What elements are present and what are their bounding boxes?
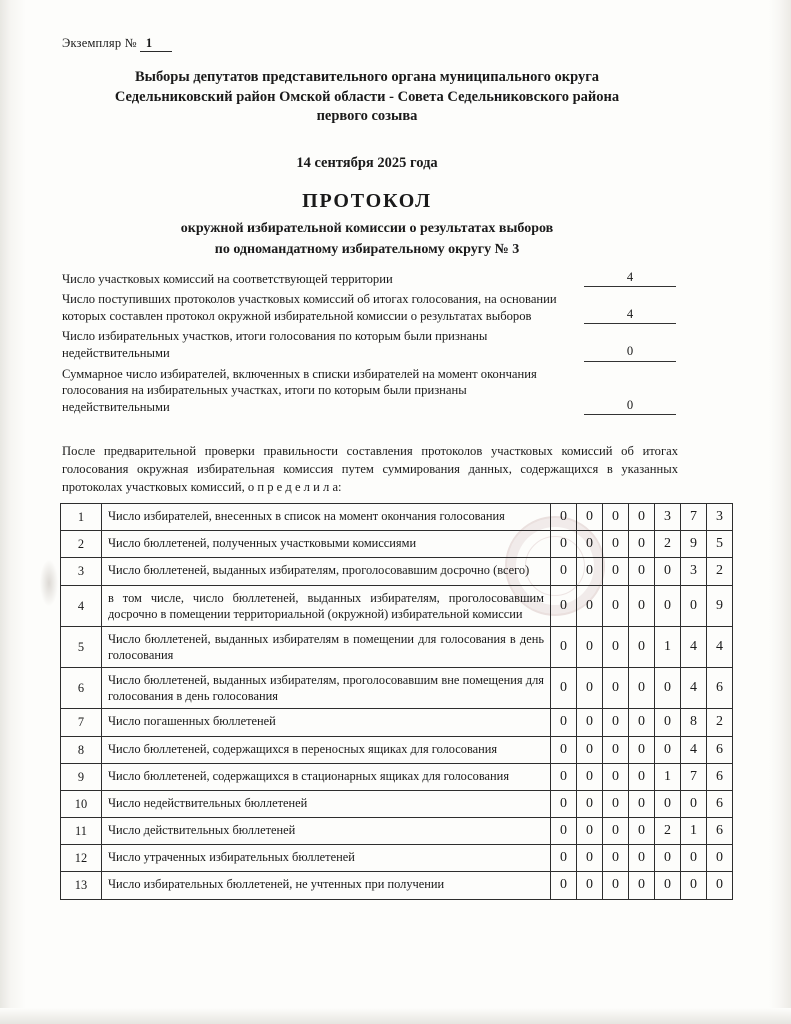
row-digit: 0 (681, 790, 707, 817)
row-number: 4 (61, 585, 102, 626)
row-digit: 0 (551, 531, 577, 558)
row-digit: 0 (603, 626, 629, 667)
row-digit: 2 (655, 818, 681, 845)
copy-label: Экземпляр № (62, 36, 137, 50)
preliminary-row (62, 328, 676, 361)
row-number: 3 (61, 558, 102, 585)
row-digit: 2 (655, 531, 681, 558)
election-date: 14 сентября 2025 года (296, 155, 438, 171)
row-label: Число избирательных бюллетеней, не учтенных при получении (102, 872, 551, 899)
row-number: 8 (61, 736, 102, 763)
title-line-1: Выборы депутатов представительного органа муниципального округа (134, 69, 600, 85)
row-number: 11 (61, 818, 102, 845)
row-digit: 0 (629, 531, 655, 558)
row-digit: 3 (707, 504, 733, 531)
row-digit: 0 (629, 845, 655, 872)
row-digit: 0 (551, 790, 577, 817)
row-digit: 9 (681, 531, 707, 558)
title-line-3: первого созыва (316, 108, 418, 125)
row-digit: 0 (629, 626, 655, 667)
scan-smudge (40, 560, 58, 606)
row-digit: 0 (603, 736, 629, 763)
row-digit: 5 (707, 531, 733, 558)
row-digit: 0 (551, 626, 577, 667)
row-number: 7 (61, 709, 102, 736)
row-digit: 0 (551, 845, 577, 872)
preliminary-row (62, 366, 676, 416)
row-digit: 4 (681, 626, 707, 667)
table-row (61, 790, 733, 817)
row-digit: 0 (551, 818, 577, 845)
row-number: 13 (61, 872, 102, 899)
summary-paragraph: После предварительной проверки правильности составления протоколов участковых комиссий об итогах голосования окружная избирательная комиссия путем суммирования данных, содержащихся в указанных протоколах участковых комиссий, о п р е д е л и л а: (62, 444, 678, 494)
row-digit: 0 (629, 558, 655, 585)
row-digit: 0 (603, 818, 629, 845)
row-digit: 0 (629, 585, 655, 626)
row-digit: 0 (655, 558, 681, 585)
row-digit: 0 (551, 763, 577, 790)
row-digit: 7 (681, 763, 707, 790)
row-label: Число избирателей, внесенных в список на момент окончания голосования (102, 504, 551, 531)
copy-number-line (62, 36, 172, 52)
row-label: Число бюллетеней, содержащихся в переносных ящиках для голосования (102, 736, 551, 763)
row-digit: 0 (655, 736, 681, 763)
row-digit: 0 (655, 585, 681, 626)
row-digit: 0 (681, 585, 707, 626)
row-digit: 0 (629, 709, 655, 736)
row-digit: 0 (629, 668, 655, 709)
row-digit: 0 (603, 790, 629, 817)
row-number: 6 (61, 668, 102, 709)
table-row (61, 736, 733, 763)
row-digit: 0 (603, 709, 629, 736)
row-digit: 4 (681, 668, 707, 709)
row-digit: 8 (681, 709, 707, 736)
preliminary-row-label: Число поступивших протоколов участковых комиссий об итогах голосования, на основании которых составлен протокол окружной избирательной комиссии о результатах выборов (62, 292, 557, 323)
row-digit: 0 (603, 504, 629, 531)
row-digit: 0 (655, 872, 681, 899)
row-digit: 0 (551, 668, 577, 709)
row-label: Число погашенных бюллетеней (102, 709, 551, 736)
row-digit: 7 (681, 504, 707, 531)
row-digit: 1 (681, 818, 707, 845)
row-digit: 0 (577, 790, 603, 817)
protocol-heading: ПРОТОКОЛ (302, 190, 432, 212)
row-digit: 0 (707, 845, 733, 872)
table-row (61, 818, 733, 845)
row-digit: 0 (577, 872, 603, 899)
row-digit: 0 (603, 845, 629, 872)
row-digit: 0 (603, 668, 629, 709)
row-digit: 4 (681, 736, 707, 763)
document-title (62, 68, 672, 127)
preliminary-row-label: Суммарное число избирателей, включенных в списки избирателей на момент окончания голосования на избирательных участках, итоги по которым были признаны недействительными (62, 366, 537, 414)
scan-edge-left (0, 0, 26, 1024)
preliminary-row-value: 4 (584, 307, 676, 324)
row-digit: 0 (603, 558, 629, 585)
row-digit: 0 (603, 763, 629, 790)
copy-number-value: 1 (140, 36, 158, 52)
table-row (61, 668, 733, 709)
row-digit: 6 (707, 763, 733, 790)
table-row (61, 845, 733, 872)
row-number: 10 (61, 790, 102, 817)
row-number: 2 (61, 531, 102, 558)
row-digit: 2 (707, 558, 733, 585)
row-label: Число бюллетеней, выданных избирателям, проголосовавшим вне помещения для голосования в день голосования (102, 668, 551, 709)
row-digit: 0 (603, 585, 629, 626)
row-digit: 0 (629, 872, 655, 899)
table-row (61, 763, 733, 790)
preliminary-row (62, 270, 676, 287)
table-row (61, 709, 733, 736)
row-digit: 0 (603, 531, 629, 558)
preliminary-row-value: 0 (584, 398, 676, 415)
scan-edge-bottom (0, 1008, 791, 1024)
row-digit: 0 (551, 558, 577, 585)
row-digit: 0 (655, 668, 681, 709)
row-digit: 0 (577, 736, 603, 763)
row-digit: 9 (707, 585, 733, 626)
row-digit: 0 (551, 504, 577, 531)
row-digit: 6 (707, 736, 733, 763)
row-number: 1 (61, 504, 102, 531)
row-number: 9 (61, 763, 102, 790)
row-digit: 0 (577, 668, 603, 709)
table-row (61, 872, 733, 899)
row-digit: 0 (629, 504, 655, 531)
row-digit: 3 (681, 558, 707, 585)
row-digit: 0 (681, 845, 707, 872)
row-label: Число бюллетеней, полученных участковыми комиссиями (102, 531, 551, 558)
table-row (61, 504, 733, 531)
row-number: 12 (61, 845, 102, 872)
row-digit: 3 (655, 504, 681, 531)
preliminary-figures (62, 270, 676, 416)
row-digit: 0 (577, 626, 603, 667)
row-digit: 0 (707, 872, 733, 899)
scan-edge-right (769, 0, 791, 1024)
row-digit: 0 (629, 736, 655, 763)
row-digit: 0 (681, 872, 707, 899)
row-digit: 0 (629, 818, 655, 845)
row-digit: 6 (707, 668, 733, 709)
table-row (61, 585, 733, 626)
results-table (60, 503, 733, 900)
row-digit: 0 (577, 818, 603, 845)
row-digit: 0 (577, 709, 603, 736)
row-digit: 0 (551, 585, 577, 626)
table-row (61, 531, 733, 558)
row-digit: 0 (577, 763, 603, 790)
row-digit: 0 (551, 736, 577, 763)
row-digit: 1 (655, 626, 681, 667)
row-number: 5 (61, 626, 102, 667)
row-digit: 6 (707, 790, 733, 817)
row-label: Число утраченных избирательных бюллетеней (102, 845, 551, 872)
row-label: в том числе, число бюллетеней, выданных избирателям, проголосовавшим досрочно в помещении территориальной (окружной) избирательной комиссии (102, 585, 551, 626)
row-digit: 0 (629, 790, 655, 817)
row-digit: 0 (603, 872, 629, 899)
row-digit: 0 (577, 585, 603, 626)
row-digit: 2 (707, 709, 733, 736)
preliminary-row-value: 4 (584, 270, 676, 287)
row-digit: 6 (707, 818, 733, 845)
row-label: Число недействительных бюллетеней (102, 790, 551, 817)
protocol-subheading-line-1: окружной избирательной комиссии о результатах выборов (180, 221, 554, 236)
row-digit: 0 (577, 531, 603, 558)
row-digit: 0 (577, 845, 603, 872)
row-digit: 0 (551, 709, 577, 736)
protocol-subheading (62, 218, 672, 260)
table-row (61, 558, 733, 585)
row-digit: 0 (577, 504, 603, 531)
row-digit: 4 (707, 626, 733, 667)
title-line-2: Седельниковский район Омской области - Совета Седельниковского района (114, 88, 620, 105)
row-digit: 0 (577, 558, 603, 585)
row-label: Число действительных бюллетеней (102, 818, 551, 845)
row-digit: 0 (655, 845, 681, 872)
row-digit: 0 (551, 872, 577, 899)
row-digit: 0 (655, 709, 681, 736)
row-label: Число бюллетеней, выданных избирателям, проголосовавшим досрочно (всего) (102, 558, 551, 585)
copy-number-blank (158, 36, 172, 52)
preliminary-row-label: Число избирательных участков, итоги голосования по которым были признаны недействительными (62, 329, 488, 360)
preliminary-row (62, 291, 676, 324)
protocol-subheading-line-2: по одномандатному избирательному округу № 3 (214, 242, 520, 257)
preliminary-row-label: Число участковых комиссий на соответствующей территории (62, 271, 393, 286)
row-digit: 0 (655, 790, 681, 817)
row-digit: 1 (655, 763, 681, 790)
row-label: Число бюллетеней, содержащихся в стационарных ящиках для голосования (102, 763, 551, 790)
row-label: Число бюллетеней, выданных избирателям в помещении для голосования в день голосования (102, 626, 551, 667)
row-digit: 0 (629, 763, 655, 790)
table-row (61, 626, 733, 667)
preliminary-row-value: 0 (584, 344, 676, 361)
